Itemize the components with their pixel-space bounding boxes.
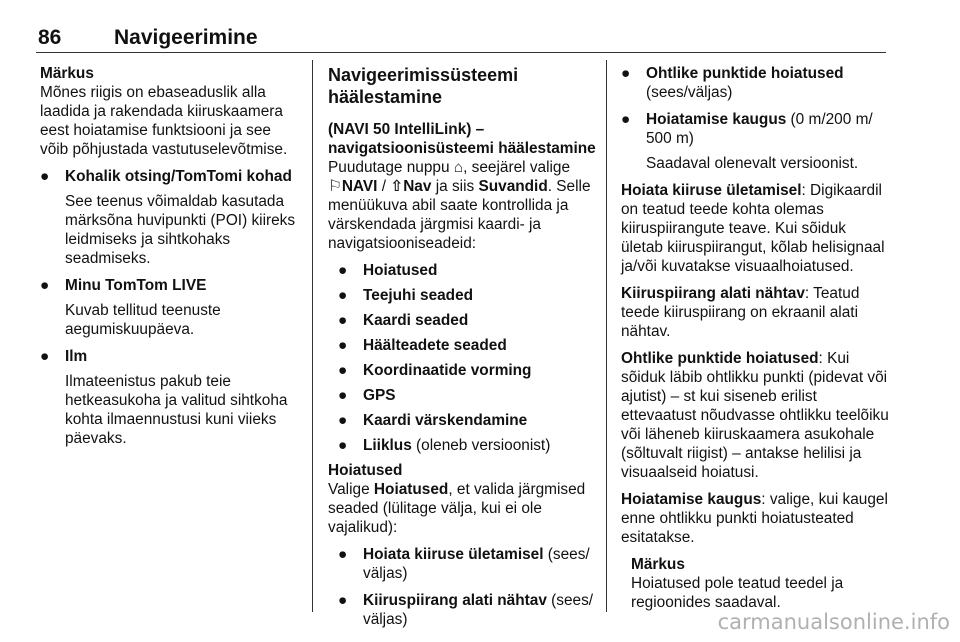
list-item: ● Hoiatused [338, 262, 438, 279]
column-2 [328, 64, 598, 637]
paragraph: Hoiata kiiruse ületamisel: Digikaardil on teatud teede kohta olemas kiiruspiirangute teave. Kui sõiduk ületab kiiruspiirangut, kõlab helisignaal ja/või kuvatakse visuaalhoiatused. [621, 182, 885, 275]
flag-icon: ⚐ [328, 178, 342, 195]
home-icon: ⌂ [453, 159, 464, 176]
nav-icon: ⇧ [390, 178, 404, 195]
note-title: Märkus [40, 65, 94, 82]
item-title: Kohalik otsing/TomTomi kohad [65, 168, 292, 185]
column-3 [621, 64, 891, 612]
list-item: ● Hoiatamise kaugus (0 m/200 m/ 500 m) Saadaval olenevalt versioonist. [621, 110, 891, 173]
subsection-title: Hoiatused [328, 462, 403, 479]
list-item: ● Kiiruspiirang alati nähtav (sees/ väljas) [338, 592, 594, 628]
section-heading: Navigeerimissüsteemi häälestamine [328, 65, 519, 107]
watermark: carmanualsonline.info [717, 610, 950, 634]
menu-list [328, 261, 598, 455]
list-item [40, 276, 298, 339]
list-item: ● Kaardi seaded [338, 312, 469, 329]
item-desc: Saadaval olenevalt versioonist. [646, 155, 859, 172]
item-title: Minu TomTom LIVE [65, 277, 207, 294]
list-item: ● Häälteadete seaded [338, 337, 507, 354]
section-intro: Puudutage nuppu ⌂, seejärel valige ⚐NAVI / ⇧Nav ja siis Suvandid. Selle menüükuva abil saate kontrollida ja värskendada järgmisi kaardi- ja navigatsiooniseadeid: [328, 159, 591, 252]
column-1 [40, 64, 298, 456]
note-title: Märkus [631, 556, 685, 573]
subsection-intro: Valige Hoiatused, et valida järgmised seaded (lülitage välja, kui ei ole vajalikud): [328, 481, 586, 536]
bullet: ● [40, 277, 50, 294]
list-item: ● Koordinaatide vorming [338, 362, 532, 379]
paragraph: Hoiatamise kaugus: valige, kui kaugel enne ohtlikku punkti hoiatusteated esitatakse. [621, 491, 888, 546]
paragraph: Kiiruspiirang alati nähtav: Teatud teede kiiruspiirang on ekraanil alati nähtav. [621, 285, 860, 340]
page-number: 86 [38, 26, 62, 49]
list-item: ● Hoiata kiiruse ületamisel (sees/ väljas) [338, 546, 590, 582]
item-desc: Ilmateenistus pakub teie hetkeasukoha ja valitud sihtkoha kohta ilmaennustusi kuni viieks päevaks. [65, 373, 288, 447]
column-divider-1 [312, 60, 313, 612]
chapter-title: Navigeerimine [114, 26, 258, 49]
list-item: ● Ohtlike punktide hoiatused (sees/väljas) [621, 64, 891, 102]
list-item [40, 167, 298, 268]
section-subheading: (NAVI 50 IntelliLink) – navigatsioonisüsteemi häälestamine [328, 121, 596, 157]
note-text: Mõnes riigis on ebaseaduslik alla laadida ja rakendada kiiruskaamera eest hoiatamise funktsiooni ja see võib põhjustada vastutuselevõtmise. [40, 84, 288, 158]
bullet: ● [40, 168, 50, 185]
item-desc: (sees/väljas) [646, 84, 733, 101]
paragraph: Ohtlike punktide hoiatused: Kui sõiduk läbib ohtlikku punkti (pidevat või ajutist) – st kui siseneb erilist ettevaatust nõudvasse ohtlikku teelõiku või läheneb kiiruskaamera asukohale (sõltuvalt riigist) – antakse helilisi ja visuaalseid hoiatusi. [621, 350, 889, 481]
item-title: Ilm [65, 348, 88, 365]
warning-list [328, 545, 598, 629]
item-desc: Kuvab tellitud teenuste aegumiskuupäeva. [65, 302, 221, 338]
note-box [621, 555, 891, 612]
list-item: ● GPS [338, 387, 396, 404]
list-item: ● Kaardi värskendamine [338, 412, 528, 429]
column-divider-2 [606, 60, 607, 612]
list-item: ● Teejuhi seaded [338, 287, 474, 304]
list-item [40, 347, 298, 448]
list-item: ● Liiklus (oleneb versioonist) [338, 437, 551, 454]
header-rule [36, 52, 886, 53]
bullet: ● [40, 348, 50, 365]
note-text: Hoiatused pole teatud teedel ja regioonides saadaval. [631, 575, 844, 611]
item-desc: See teenus võimaldab kasutada märksõna huvipunkti (POI) kiireks leidmiseks ja sihtkohaks seadmiseks. [65, 193, 296, 267]
